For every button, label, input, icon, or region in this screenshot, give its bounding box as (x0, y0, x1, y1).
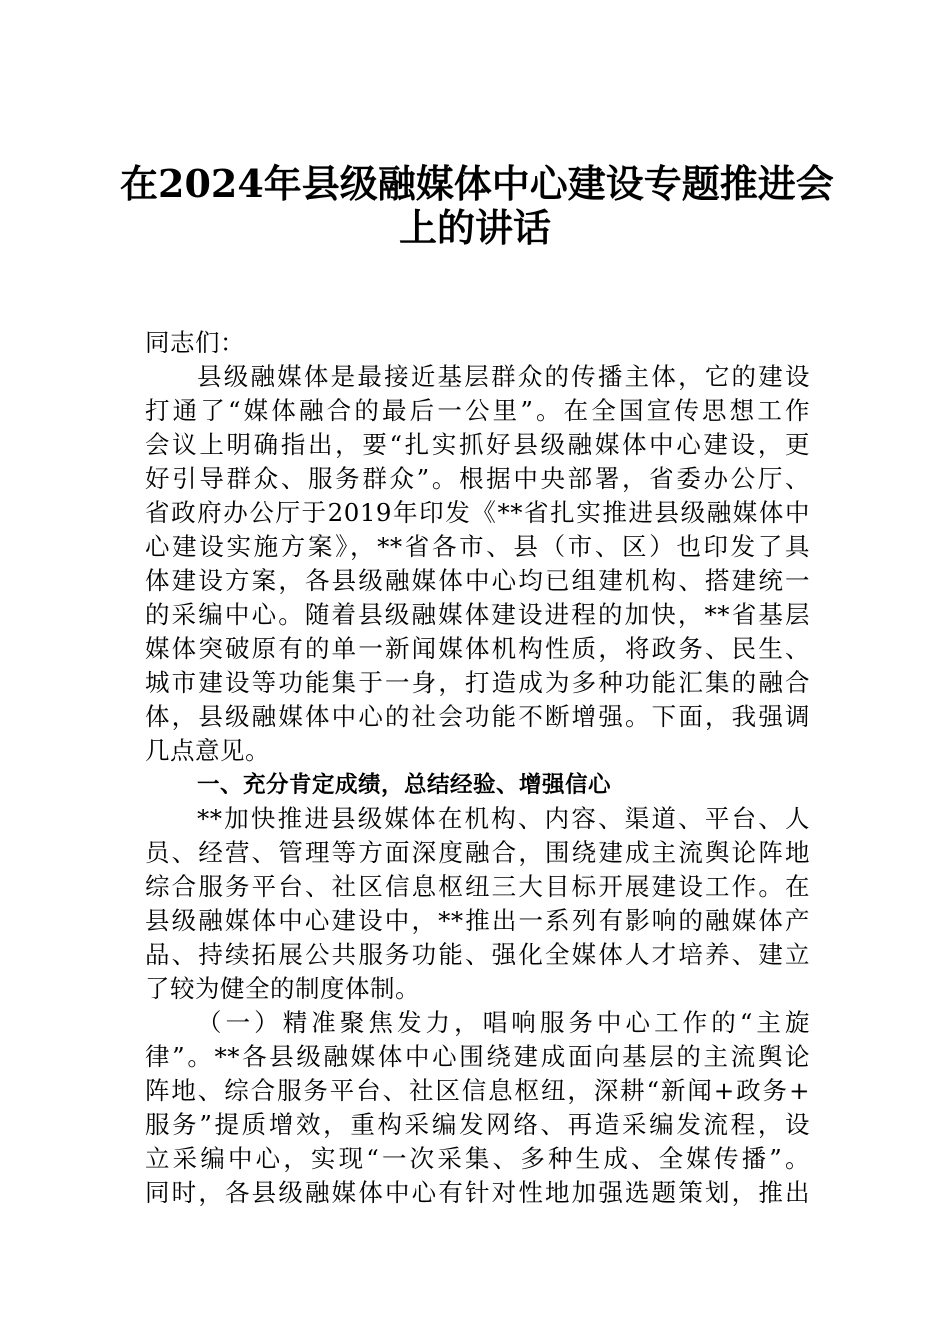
salutation: 同志们： (145, 328, 245, 357)
paragraph-line: 媒体突破原有的单一新闻媒体机构性质，将政务、民生、 (145, 634, 810, 663)
document-title-line-1: 在2024年县级融媒体中心建设专题推进会 (120, 161, 834, 206)
paragraph-line: 体建设方案，各县级融媒体中心均已组建机构、搭建统一 (145, 566, 810, 595)
section-heading: 一、充分肯定成绩，总结经验、增强信心 (197, 772, 612, 798)
paragraph-line: 同时，各县级融媒体中心有针对性地加强选题策划，推出 (145, 1178, 810, 1207)
paragraph-line: 县级融媒体是最接近基层群众的传播主体，它的建设 (197, 362, 810, 391)
paragraph-line: 了较为健全的制度体制。 (145, 974, 420, 1003)
paragraph-line: 阵地、综合服务平台、社区信息枢纽，深耕“新闻+政务+ (145, 1076, 810, 1105)
paragraph-line: 县级融媒体中心建设中，**推出一系列有影响的融媒体产 (145, 906, 810, 935)
paragraph-line: 品、持续拓展公共服务功能、强化全媒体人才培养、建立 (145, 940, 810, 969)
paragraph-line: 综合服务平台、社区信息枢纽三大目标开展建设工作。在 (145, 872, 810, 901)
document-body (145, 326, 810, 1210)
paragraph-line: 心建设实施方案》，**省各市、县（市、区）也印发了具 (145, 532, 810, 561)
paragraph-line: 好引导群众、服务群众”。根据中央部署，省委办公厅、 (145, 464, 810, 493)
paragraph-line: 员、经营、管理等方面深度融合，围绕建成主流舆论阵地 (145, 838, 810, 867)
paragraph-line: 会议上明确指出，要“扎实抓好县级融媒体中心建设，更 (145, 430, 810, 459)
paragraph-line: 体，县级融媒体中心的社会功能不断增强。下面，我强调 (145, 702, 810, 731)
paragraph-line: 省政府办公厅于2019年印发《**省扎实推进县级融媒体中 (145, 498, 810, 527)
paragraph-line: **加快推进县级媒体在机构、内容、渠道、平台、人 (197, 804, 810, 833)
paragraph-line: 的采编中心。随着县级融媒体建设进程的加快，**省基层 (145, 600, 810, 629)
paragraph-line: 几点意见。 (145, 736, 270, 765)
paragraph-line: 服务”提质增效，重构采编发网络、再造采编发流程，设 (145, 1110, 810, 1139)
paragraph-line: 城市建设等功能集于一身，打造成为多种功能汇集的融合 (145, 668, 810, 697)
paragraph-line: 立采编中心，实现“一次采集、多种生成、全媒传播”。 (145, 1144, 810, 1173)
paragraph-line: 打通了“媒体融合的最后一公里”。在全国宣传思想工作 (145, 396, 810, 425)
paragraph-line: 律”。**各县级融媒体中心围绕建成面向基层的主流舆论 (145, 1042, 810, 1071)
document-title-line-2: 上的讲话 (398, 205, 551, 250)
subsection-line: （一）精准聚焦发力，唱响服务中心工作的“主旋 (197, 1008, 810, 1037)
